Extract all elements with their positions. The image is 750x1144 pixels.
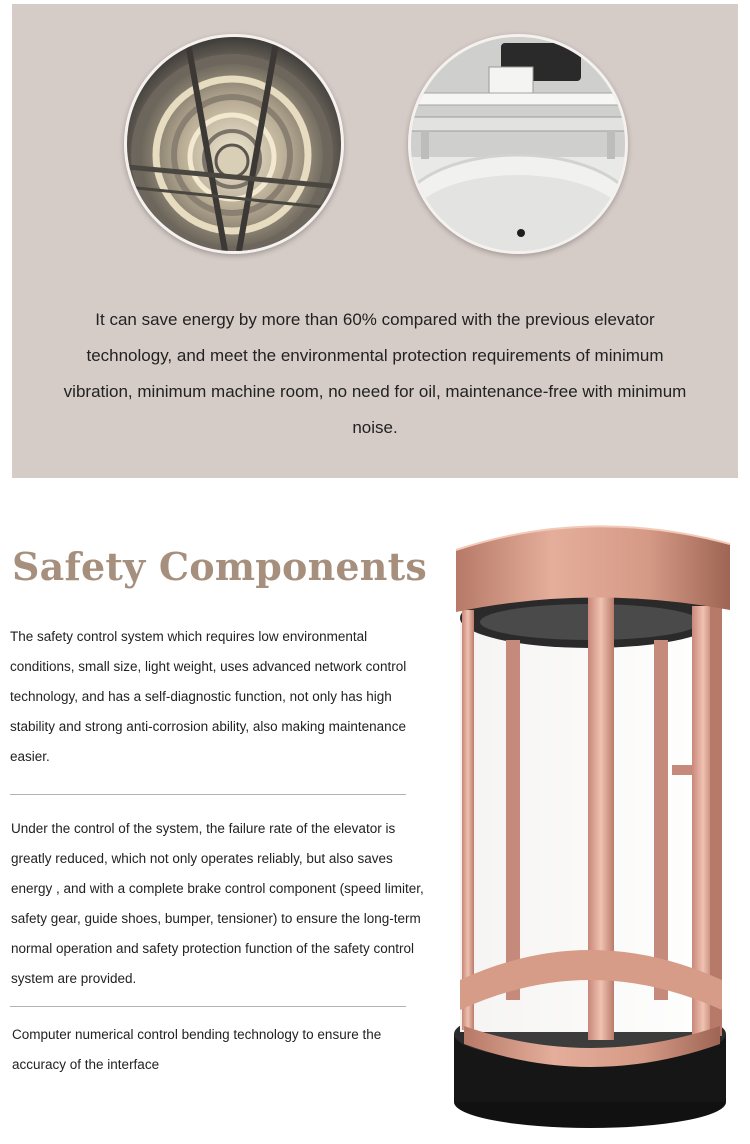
safety-paragraph-2: Under the control of the system, the failure rate of the elevator is greatly reduced, which not only operates reliably, but also saves energy , and with a complete brake control component (speed limiter, safety gear, guide shoes, bumper, tensioner) to ensure the long-term normal operation and safety protection function of the safety control system are provided.	[11, 821, 424, 986]
safety-paragraph-3: Computer numerical control bending technology to ensure the accuracy of the interface	[12, 1027, 382, 1072]
safety-paragraph-1: The safety control system which requires low environmental conditions, small size, light weight, uses advanced network control technology, and has a self-diagnostic function, not only has high stability and strong anti-corrosion ability, also making maintenance easier.	[10, 629, 407, 764]
section-title: Safety Components	[12, 544, 427, 589]
intro-text: It can save energy by more than 60% compared with the previous elevator technology, and meet the environmental protection requirements of minimum vibration, minimum machine room, no need for oil, maintenance-free with minimum noise.	[63, 310, 687, 437]
elevator-machine-photo	[408, 34, 628, 254]
top-panel	[12, 4, 738, 478]
divider	[10, 1006, 406, 1007]
elevator-shaft-photo	[124, 34, 344, 254]
round-elevator-cabin-image	[440, 510, 746, 1130]
divider	[10, 794, 406, 795]
